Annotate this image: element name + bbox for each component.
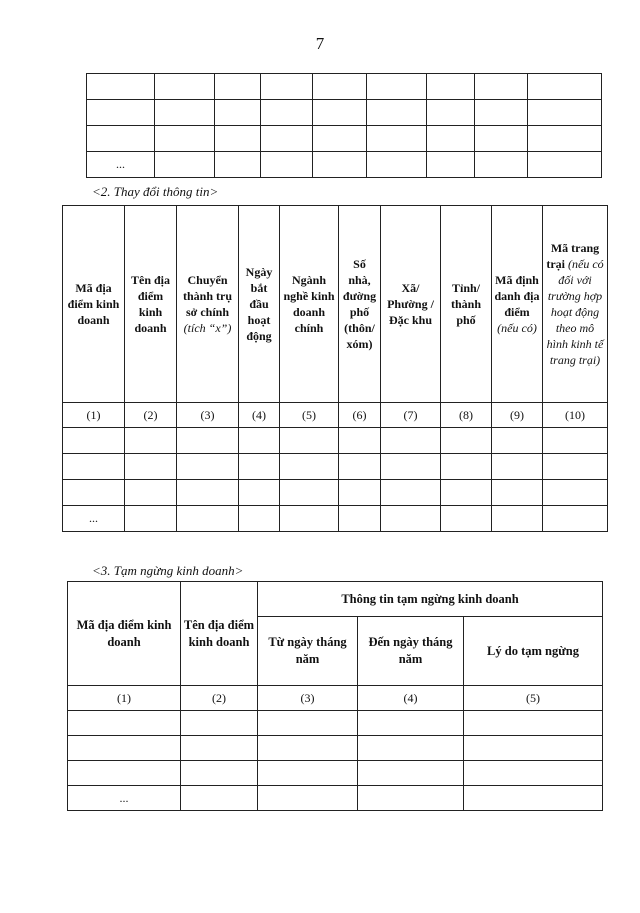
table-row (68, 761, 603, 786)
column-number-row: (1) (2) (3) (4) (5) (6) (7) (8) (9) (10) (63, 403, 608, 428)
header-row (63, 206, 608, 403)
header-cell: Tên địa điểm kinh doanh (125, 206, 177, 403)
table-row (63, 428, 608, 454)
table-continued (86, 73, 602, 178)
table-row (68, 786, 603, 811)
ellipsis-cell: ... (87, 152, 155, 178)
suspension-table (67, 581, 603, 811)
header-cell: Mã định danh địa điểm (nếu có) (492, 206, 543, 403)
ellipsis-cell: ... (63, 506, 125, 532)
table-row (63, 480, 608, 506)
header-cell: Số nhà, đường phố (thôn/ xóm) (339, 206, 381, 403)
ellipsis-cell: ... (68, 786, 181, 811)
header-cell: Tỉnh/ thành phố (441, 206, 492, 403)
header-cell: Xã/ Phường /Đặc khu (381, 206, 441, 403)
header-cell: Ngành nghề kinh doanh chính (280, 206, 339, 403)
header-cell: Từ ngày tháng năm (258, 617, 358, 686)
header-cell: Chuyển thành trụ sở chính (tích “x”) (177, 206, 239, 403)
header-row (68, 582, 603, 617)
table-row (87, 74, 602, 100)
section-3-label: <3. Tạm ngừng kinh doanh> (92, 563, 244, 578)
header-group-cell: Thông tin tạm ngừng kinh doanh (258, 582, 603, 617)
section-2-label: <2. Thay đổi thông tin> (92, 184, 219, 199)
header-cell: Mã trang trại (nếu có đối với trường hợp hoạt động theo mô hình kinh tế trang trại) (543, 206, 608, 403)
header-cell: Mã địa điểm kinh doanh (68, 582, 181, 686)
table-row (68, 736, 603, 761)
header-cell: Mã địa điểm kinh doanh (63, 206, 125, 403)
table-row (68, 711, 603, 736)
table-row (87, 100, 602, 126)
table-row (87, 126, 602, 152)
page-number: 7 (315, 34, 325, 53)
table-row (63, 454, 608, 480)
change-info-table (62, 205, 608, 532)
header-cell: Đến ngày tháng năm (358, 617, 464, 686)
table-row (87, 152, 602, 178)
header-cell: Ngày bắt đầu hoạt động (239, 206, 280, 403)
header-cell: Lý do tạm ngừng (464, 617, 603, 686)
column-number-row: (1) (2) (3) (4) (5) (68, 686, 603, 711)
header-cell: Tên địa điểm kinh doanh (181, 582, 258, 686)
table-row (63, 506, 608, 532)
